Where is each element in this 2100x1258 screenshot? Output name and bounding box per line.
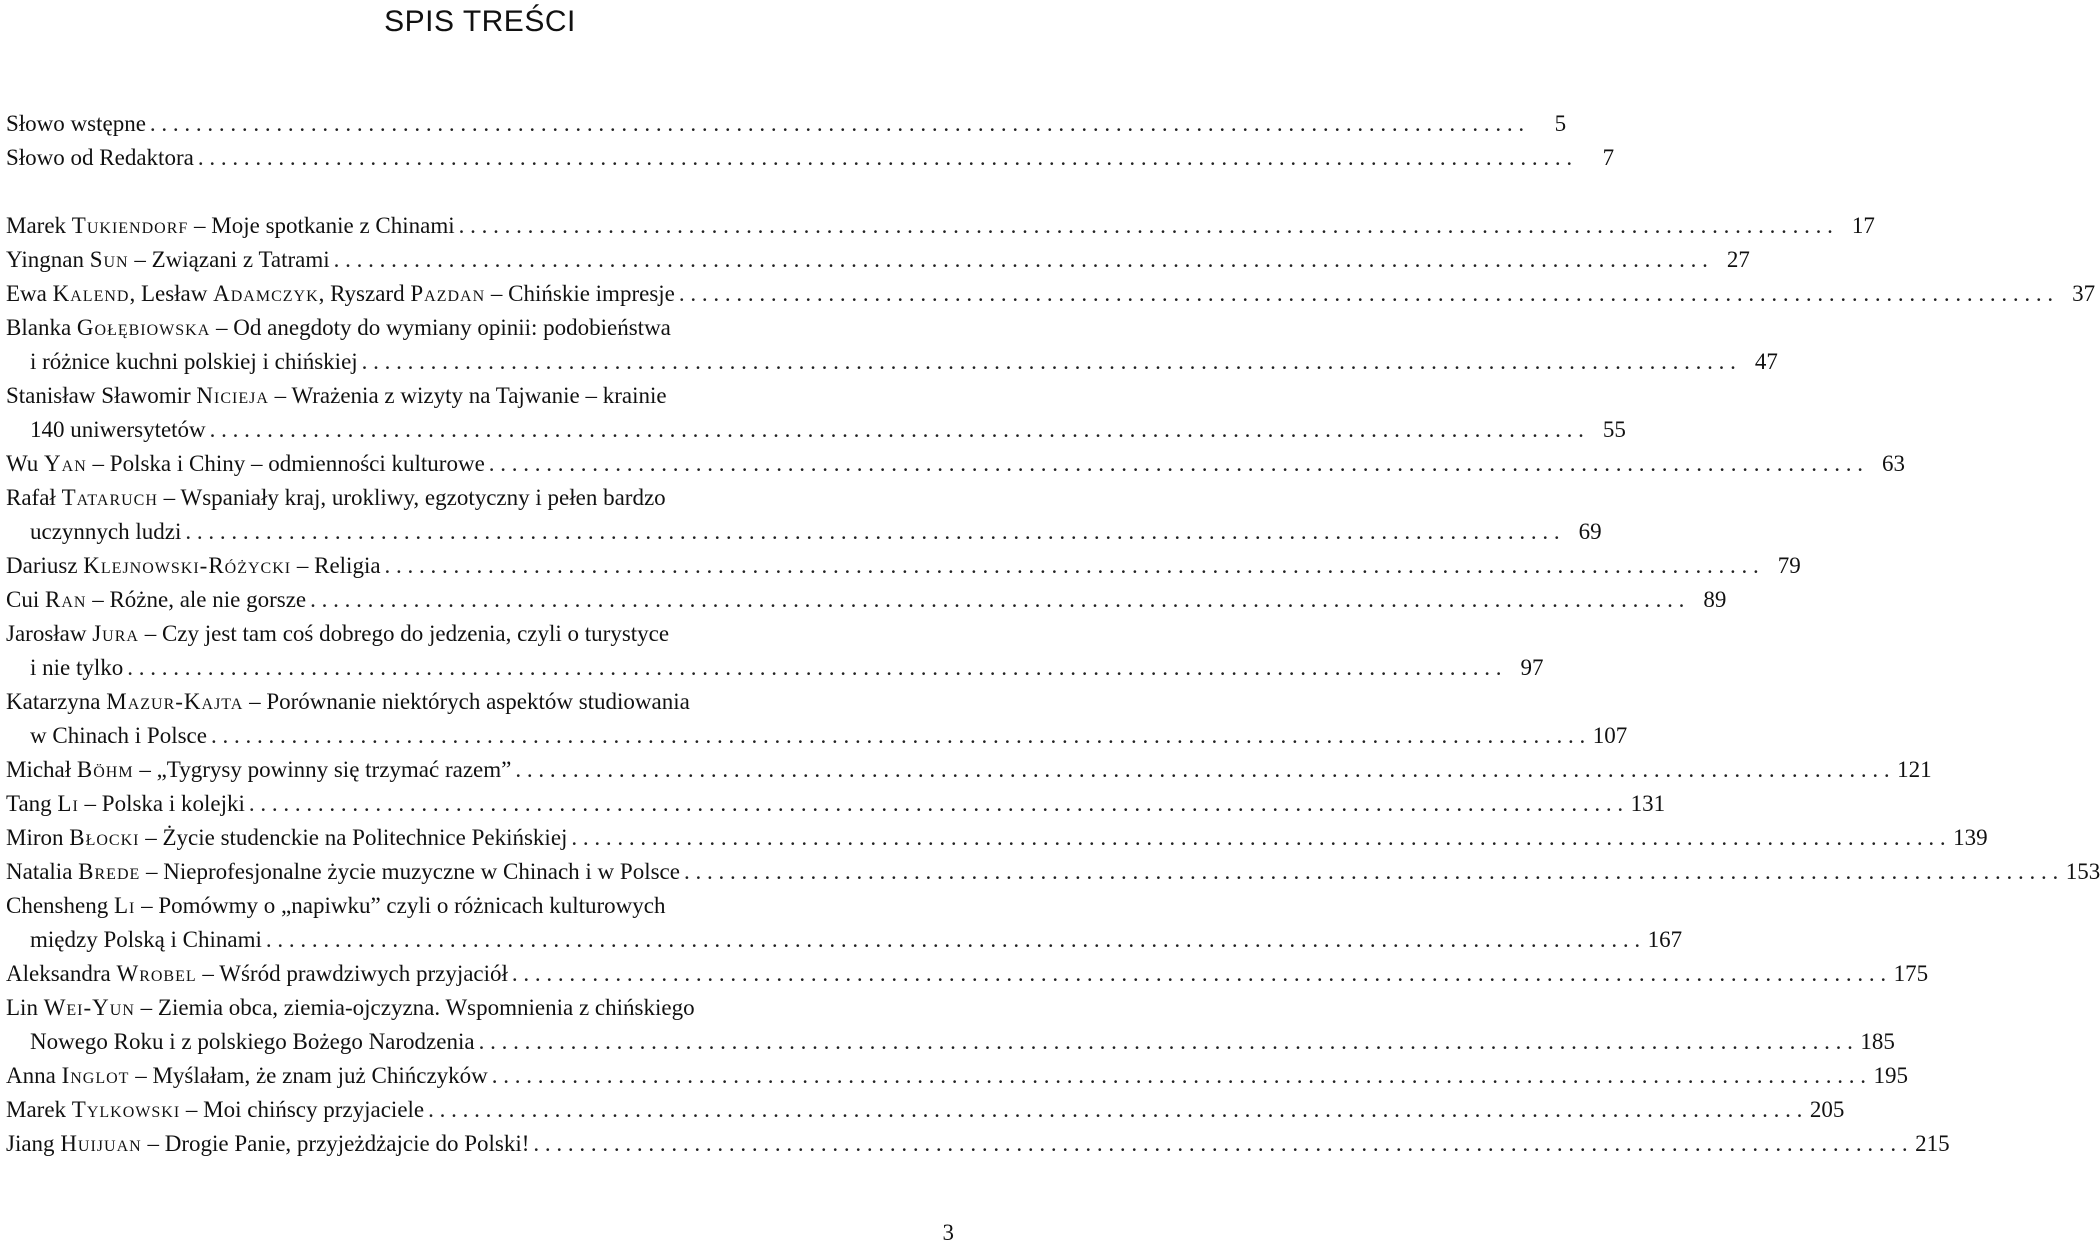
toc-entry[interactable] <box>6 753 1932 787</box>
toc-entry[interactable] <box>6 243 1750 277</box>
toc-entry-line: Chensheng Li – Pomówmy o „napiwku” czyli o różnicach kulturowych <box>6 893 666 918</box>
toc-entry[interactable] <box>6 583 1727 617</box>
toc-entry[interactable] <box>6 549 1801 583</box>
toc-entry-line: Michał Böhm – „Tygrysy powinny się trzymać razem” . . . . . . . . . . . . . . . . . . . . . . . . . . . . . . . . . . . . . . . . . . . . . . . . . . . . . . . . . . . . . . . . . . . . . . . . . . . . . . . . . . . . . . . . . . . . . . . . . . . . . . . . . . . . . . . . . . . . . . . . 121 <box>6 753 956 787</box>
toc-entry-line <box>6 651 1544 685</box>
toc-entry-line: Blanka Gołębiowska – Od anegdoty do wymiany opinii: podobieństwa <box>6 315 671 340</box>
author-first-name: Yingnan <box>6 247 84 272</box>
entry-title: Religia <box>314 553 381 578</box>
author-first-name: Dariusz <box>6 553 78 578</box>
entry-title: i różnice kuchni polskiej i chińskiej <box>30 349 358 374</box>
entry-page-number: 5 <box>1554 111 1567 136</box>
entry-title: Porównanie niektórych aspektów studiowania <box>266 689 690 714</box>
author-first-name: Lin <box>6 995 38 1020</box>
author-first-name: Michał <box>6 757 72 782</box>
toc-entry[interactable] <box>6 685 1628 753</box>
entry-title: Życie studenckie na Politechnice Pekińskiej <box>162 825 568 850</box>
toc-entry[interactable] <box>6 141 1615 175</box>
toc-entry-line: Lin Wei-Yun – Ziemia obca, ziemia-ojczyzna. Wspomnienia z chińskiego <box>6 995 695 1020</box>
entry-page-number: 205 <box>1809 1097 1845 1122</box>
author-last-name: Gołębiowska <box>76 315 211 340</box>
toc-entry-line: Dariusz Klejnowski-Różycki – Religia . . . . . . . . . . . . . . . . . . . . . . . . . . . . . . . . . . . . . . . . . . . . . . . . . . . . . . . . . . . . . . . . . . . . . . . . . . . . . . . . . . . . . . . . . . . . . . . . . . . . . . . . . . . . . . . . . . . . . . . . 79 <box>6 549 956 583</box>
toc-entry[interactable] <box>6 855 2100 889</box>
author-last-name: Tylkowski <box>71 1097 181 1122</box>
entry-title: Wśród prawdziwych przyjaciół <box>219 961 508 986</box>
toc-entry-line <box>6 1025 1895 1059</box>
toc-entry-line: Natalia Brede – Nieprofesjonalne życie muzyczne w Chinach i w Polsce . . . . . . . . . . . . . . . . . . . . . . . . . . . . . . . . . . . . . . . . . . . . . . . . . . . . . . . . . . . . . . . . . . . . . . . . . . . . . . . . . . . . . . . . . . . . . . . . . . . . . . . . . . . . . . . . . . . . . . . . 153 <box>6 855 956 889</box>
entry-title: „Tygrysy powinny się trzymać razem” <box>156 757 512 782</box>
entry-page-number: 17 <box>1851 213 1875 238</box>
author-last-name: Nicieja <box>196 383 269 408</box>
toc-entry-line: Katarzyna Mazur-Kajta – Porównanie niektórych aspektów studiowania <box>6 689 690 714</box>
author-last-name: Li <box>57 791 79 816</box>
entry-title: między Polską i Chinami <box>30 927 262 952</box>
dot-leader: . . . . . . . . . . . . . . . . . . . . . . . . . . . . . . . . . . . . . . . . . . . . . . . . . . . . . . . . . . . . . . . . . . . . . . . . . . . . . . . . . . . . . . . . . . . . . . . . . . . . . . . . . . . . . . . . . . . . . . . . <box>310 587 1685 612</box>
entry-page-number: 7 <box>1602 145 1615 170</box>
entry-page-number: 69 <box>1578 519 1602 544</box>
entry-title: Moje spotkanie z Chinami <box>211 213 455 238</box>
toc-entry-line <box>6 413 1626 447</box>
dot-leader: . . . . . . . . . . . . . . . . . . . . . . . . . . . . . . . . . . . . . . . . . . . . . . . . . . . . . . . . . . . . . . . . . . . . . . . . . . . . . . . . . . . . . . . . . . . . . . . . . . . . . . . . . . . . . . . . . . . . . . . . <box>185 519 1560 544</box>
entry-title: Pomówmy o „napiwku” czyli o różnicach kulturowych <box>158 893 666 918</box>
page-title: SPIS TREŚCI <box>384 5 576 38</box>
toc-entry-line: Yingnan Sun – Związani z Tatrami . . . . . . . . . . . . . . . . . . . . . . . . . . . . . . . . . . . . . . . . . . . . . . . . . . . . . . . . . . . . . . . . . . . . . . . . . . . . . . . . . . . . . . . . . . . . . . . . . . . . . . . . . . . . . . . . . . . . . . . . 27 <box>6 243 956 277</box>
entry-page-number: 139 <box>1953 825 1988 850</box>
toc-entry-line: Cui Ran – Różne, ale nie gorsze . . . . . . . . . . . . . . . . . . . . . . . . . . . . . . . . . . . . . . . . . . . . . . . . . . . . . . . . . . . . . . . . . . . . . . . . . . . . . . . . . . . . . . . . . . . . . . . . . . . . . . . . . . . . . . . . . . . . . . . . 89 <box>6 583 956 617</box>
dot-leader: . . . . . . . . . . . . . . . . . . . . . . . . . . . . . . . . . . . . . . . . . . . . . . . . . . . . . . . . . . . . . . . . . . . . . . . . . . . . . . . . . . . . . . . . . . . . . . . . . . . . . . . . . . . . . . . . . . . . . . . . <box>209 417 1584 442</box>
toc-entry-line: Rafał Tataruch – Wspaniały kraj, urokliwy, egzotyczny i pełen bardzo <box>6 485 666 510</box>
toc-entry-line: Aleksandra Wrobel – Wśród prawdziwych przyjaciół . . . . . . . . . . . . . . . . . . . . . . . . . . . . . . . . . . . . . . . . . . . . . . . . . . . . . . . . . . . . . . . . . . . . . . . . . . . . . . . . . . . . . . . . . . . . . . . . . . . . . . . . . . . . . . . . . . . . . . . . 175 <box>6 957 956 991</box>
author-last-name: Tataruch <box>61 485 158 510</box>
toc-entry-line <box>6 923 1683 957</box>
toc-entry-line <box>6 141 1615 175</box>
author-last-name: Inglot <box>61 1063 130 1088</box>
toc-entry[interactable] <box>6 617 1544 685</box>
toc-entry-line: Jiang Huijuan – Drogie Panie, przyjeżdżajcie do Polski! . . . . . . . . . . . . . . . . . . . . . . . . . . . . . . . . . . . . . . . . . . . . . . . . . . . . . . . . . . . . . . . . . . . . . . . . . . . . . . . . . . . . . . . . . . . . . . . . . . . . . . . . . . . . . . . . . . . . . . . . 215 <box>6 1127 956 1161</box>
toc-entry[interactable] <box>6 107 1567 141</box>
entry-title: Związani z Tatrami <box>151 247 330 272</box>
dot-leader: . . . . . . . . . . . . . . . . . . . . . . . . . . . . . . . . . . . . . . . . . . . . . . . . . . . . . . . . . . . . . . . . . . . . . . . . . . . . . . . . . . . . . . . . . . . . . . . . . . . . . . . . . . . . . . . . . . . . . . . . <box>491 1063 1867 1088</box>
author-first-name: Anna <box>6 1063 56 1088</box>
dot-leader: . . . . . . . . . . . . . . . . . . . . . . . . . . . . . . . . . . . . . . . . . . . . . . . . . . . . . . . . . . . . . . . . . . . . . . . . . . . . . . . . . . . . . . . . . . . . . . . . . . . . . . . . . . . . . . . . . . . . . . . . <box>511 961 1887 986</box>
toc-entry[interactable] <box>6 209 1875 243</box>
dot-leader: . . . . . . . . . . . . . . . . . . . . . . . . . . . . . . . . . . . . . . . . . . . . . . . . . . . . . . . . . . . . . . . . . . . . . . . . . . . . . . . . . . . . . . . . . . . . . . . . . . . . . . . . . . . . . . . . . . . . . . . . <box>571 825 1946 850</box>
toc-entry[interactable] <box>6 787 1666 821</box>
author-first-name: Jiang <box>6 1131 55 1156</box>
table-of-contents <box>6 107 2100 1161</box>
entry-page-number: 63 <box>1882 451 1906 476</box>
author-last-name: Böhm <box>76 757 134 782</box>
author-first-name: Aleksandra <box>6 961 111 986</box>
entry-page-number: 167 <box>1647 927 1683 952</box>
dot-leader: . . . . . . . . . . . . . . . . . . . . . . . . . . . . . . . . . . . . . . . . . . . . . . . . . . . . . . . . . . . . . . . . . . . . . . . . . . . . . . . . . . . . . . . . . . . . . . . . . . . . . . . . . . . . . . . . . . . . . . . . <box>683 859 2059 884</box>
author-first-name: Blanka <box>6 315 72 340</box>
entry-title: Czy jest tam coś dobrego do jedzenia, czyli o turystyce <box>161 621 670 646</box>
toc-entry-line <box>6 107 1567 141</box>
dot-leader: . . . . . . . . . . . . . . . . . . . . . . . . . . . . . . . . . . . . . . . . . . . . . . . . . . . . . . . . . . . . . . . . . . . . . . . . . . . . . . . . . . . . . . . . . . . . . . . . . . . . . . . . . . . . . . . . . . . . . . . . <box>333 247 1708 272</box>
dot-leader: . . . . . . . . . . . . . . . . . . . . . . . . . . . . . . . . . . . . . . . . . . . . . . . . . . . . . . . . . . . . . . . . . . . . . . . . . . . . . . . . . . . . . . . . . . . . . . . . . . . . . . . . . . . . . . . . . . . . . . . . <box>515 757 1890 782</box>
author-first-name: Natalia <box>6 859 73 884</box>
toc-entry[interactable] <box>6 447 1906 481</box>
entry-page-number: 131 <box>1630 791 1666 816</box>
author-last-name: Mazur-Kajta <box>106 689 244 714</box>
toc-entry[interactable] <box>6 957 1929 991</box>
author-first-name: Jarosław <box>6 621 87 646</box>
author-last-name: Li <box>113 893 136 918</box>
entry-title: Drogie Panie, przyjeżdżajcie do Polski! <box>164 1131 530 1156</box>
entry-page-number: 89 <box>1703 587 1727 612</box>
toc-entry-line <box>6 719 1628 753</box>
dot-leader: . . . . . . . . . . . . . . . . . . . . . . . . . . . . . . . . . . . . . . . . . . . . . . . . . . . . . . . . . . . . . . . . . . . . . . . . . . . . . . . . . . . . . . . . . . . . . . . . . . . . . . . . . . . . . . . . . . . . . . . . <box>678 281 2054 306</box>
toc-entry-line <box>6 515 1602 549</box>
entry-page-number: 175 <box>1893 961 1929 986</box>
author-first-name: Katarzyna <box>6 689 101 714</box>
toc-entry-line: Marek Tylkowski – Moi chińscy przyjaciele . . . . . . . . . . . . . . . . . . . . . . . . . . . . . . . . . . . . . . . . . . . . . . . . . . . . . . . . . . . . . . . . . . . . . . . . . . . . . . . . . . . . . . . . . . . . . . . . . . . . . . . . . . . . . . . . . . . . . . . . 205 <box>6 1093 956 1127</box>
entry-title: w Chinach i Polsce <box>30 723 207 748</box>
entry-title: Różne, ale nie gorsze <box>109 587 307 612</box>
author-last-name: Wrobel <box>116 961 197 986</box>
author-last-name: Pazdan <box>410 281 486 306</box>
author-last-name: Ran <box>44 587 87 612</box>
toc-entry[interactable] <box>6 379 1626 447</box>
dot-leader: . . . . . . . . . . . . . . . . . . . . . . . . . . . . . . . . . . . . . . . . . . . . . . . . . . . . . . . . . . . . . . . . . . . . . . . . . . . . . . . . . . . . . . . . . . . . . . . . . . . . . . . . . . . . . . . . . . . . . . . . <box>210 723 1586 748</box>
author-first-name: Rafał <box>6 485 56 510</box>
dot-leader: . . . . . . . . . . . . . . . . . . . . . . . . . . . . . . . . . . . . . . . . . . . . . . . . . . . . . . . . . . . . . . . . . . . . . . . . . . . . . . . . . . . . . . . . . . . . . . . . . . . . . . . . . . . . . . . . . . . . . . . . <box>149 111 1525 136</box>
author-last-name: Yan <box>44 451 87 476</box>
entry-title: uczynnych ludzi <box>30 519 182 544</box>
entry-title: Ziemia obca, ziemia-ojczyzna. Wspomnienia z chińskiego <box>157 995 695 1020</box>
entry-page-number: 55 <box>1602 417 1626 442</box>
entry-page-number: 79 <box>1777 553 1801 578</box>
dot-leader: . . . . . . . . . . . . . . . . . . . . . . . . . . . . . . . . . . . . . . . . . . . . . . . . . . . . . . . . . . . . . . . . . . . . . . . . . . . . . . . . . . . . . . . . . . . . . . . . . . . . . . . . . . . . . . . . . . . . . . . . <box>248 791 1624 816</box>
entry-page-number: 27 <box>1726 247 1750 272</box>
entry-page-number: 185 <box>1860 1029 1895 1054</box>
toc-entry-line: Miron Błocki – Życie studenckie na Politechnice Pekińskiej . . . . . . . . . . . . . . . . . . . . . . . . . . . . . . . . . . . . . . . . . . . . . . . . . . . . . . . . . . . . . . . . . . . . . . . . . . . . . . . . . . . . . . . . . . . . . . . . . . . . . . . . . . . . . . . . . . . . . . . . 139 <box>6 821 956 855</box>
toc-entry[interactable] <box>6 1093 1845 1127</box>
entry-title: Myślałam, że znam już Chińczyków <box>152 1063 488 1088</box>
author-last-name: Klejnowski-Różycki <box>83 553 292 578</box>
entry-title: Polska i kolejki <box>101 791 245 816</box>
entry-title: Wrażenia z wizyty na Tajwanie – krainie <box>291 383 667 408</box>
toc-entry[interactable] <box>6 1059 1909 1093</box>
entry-title: Nieprofesjonalne życie muzyczne w Chinach i w Polsce <box>163 859 680 884</box>
dot-leader: . . . . . . . . . . . . . . . . . . . . . . . . . . . . . . . . . . . . . . . . . . . . . . . . . . . . . . . . . . . . . . . . . . . . . . . . . . . . . . . . . . . . . . . . . . . . . . . . . . . . . . . . . . . . . . . . . . . . . . . . <box>488 451 1864 476</box>
toc-entry[interactable] <box>6 889 1683 957</box>
author-last-name: Jura <box>92 621 139 646</box>
entry-title: Nowego Roku i z polskiego Bożego Narodzenia <box>30 1029 475 1054</box>
entry-title: Chińskie impresje <box>508 281 675 306</box>
dot-leader: . . . . . . . . . . . . . . . . . . . . . . . . . . . . . . . . . . . . . . . . . . . . . . . . . . . . . . . . . . . . . . . . . . . . . . . . . . . . . . . . . . . . . . . . . . . . . . . . . . . . . . . . . . . . . . . . . . . . . . . . <box>458 213 1833 238</box>
toc-entry-line: Tang Li – Polska i kolejki . . . . . . . . . . . . . . . . . . . . . . . . . . . . . . . . . . . . . . . . . . . . . . . . . . . . . . . . . . . . . . . . . . . . . . . . . . . . . . . . . . . . . . . . . . . . . . . . . . . . . . . . . . . . . . . . . . . . . . . . 131 <box>6 787 956 821</box>
dot-leader: . . . . . . . . . . . . . . . . . . . . . . . . . . . . . . . . . . . . . . . . . . . . . . . . . . . . . . . . . . . . . . . . . . . . . . . . . . . . . . . . . . . . . . . . . . . . . . . . . . . . . . . . . . . . . . . . . . . . . . . . <box>384 553 1759 578</box>
entry-title: Słowo wstępne <box>6 111 146 136</box>
entry-page-number: 37 <box>2072 281 2096 306</box>
author-first-name: Tang <box>6 791 52 816</box>
toc-entry[interactable] <box>6 821 1988 855</box>
author-first-name: Wu <box>6 451 39 476</box>
dot-leader: . . . . . . . . . . . . . . . . . . . . . . . . . . . . . . . . . . . . . . . . . . . . . . . . . . . . . . . . . . . . . . . . . . . . . . . . . . . . . . . . . . . . . . . . . . . . . . . . . . . . . . . . . . . . . . . . . . . . . . . . <box>197 145 1573 170</box>
entry-title: Od anegdoty do wymiany opinii: podobieństwa <box>233 315 671 340</box>
author-last-name: Brede <box>78 859 141 884</box>
entry-title: i nie tylko <box>30 655 124 680</box>
entry-page-number: 97 <box>1520 655 1544 680</box>
toc-entry-line: Jarosław Jura – Czy jest tam coś dobrego do jedzenia, czyli o turystyce <box>6 621 670 646</box>
dot-leader: . . . . . . . . . . . . . . . . . . . . . . . . . . . . . . . . . . . . . . . . . . . . . . . . . . . . . . . . . . . . . . . . . . . . . . . . . . . . . . . . . . . . . . . . . . . . . . . . . . . . . . . . . . . . . . . . . . . . . . . . <box>127 655 1502 680</box>
dot-leader: . . . . . . . . . . . . . . . . . . . . . . . . . . . . . . . . . . . . . . . . . . . . . . . . . . . . . . . . . . . . . . . . . . . . . . . . . . . . . . . . . . . . . . . . . . . . . . . . . . . . . . . . . . . . . . . . . . . . . . . . <box>361 349 1736 374</box>
toc-entry[interactable] <box>6 311 1778 379</box>
entry-title: Wspaniały kraj, urokliwy, egzotyczny i pełen bardzo <box>180 485 666 510</box>
entry-title: Polska i Chiny – odmienności kulturowe <box>109 451 485 476</box>
author-last-name: Tukiendorf <box>71 213 189 238</box>
author-first-name: Marek <box>6 213 67 238</box>
author-first-name: Cui <box>6 587 40 612</box>
author-last-name: Wei-Yun <box>43 995 135 1020</box>
author-first-name: Chensheng <box>6 893 109 918</box>
author-last-name: Sun <box>89 247 129 272</box>
author-last-name: Błocki <box>69 825 140 850</box>
entry-page-number: 195 <box>1873 1063 1909 1088</box>
toc-entry[interactable] <box>6 481 1602 549</box>
entry-title: Moi chińscy przyjaciele <box>203 1097 425 1122</box>
toc-entry[interactable] <box>6 1127 1950 1161</box>
toc-entry-line: Stanisław Sławomir Nicieja – Wrażenia z wizyty na Tajwanie – krainie <box>6 383 667 408</box>
author-last-name: Huijuan <box>60 1131 142 1156</box>
dot-leader: . . . . . . . . . . . . . . . . . . . . . . . . . . . . . . . . . . . . . . . . . . . . . . . . . . . . . . . . . . . . . . . . . . . . . . . . . . . . . . . . . . . . . . . . . . . . . . . . . . . . . . . . . . . . . . . . . . . . . . . . <box>265 927 1641 952</box>
author-first-name: Marek <box>6 1097 67 1122</box>
author-first-name: Ewa Kalend, Lesław Adamczyk, Ryszard <box>6 281 405 306</box>
entry-title: Słowo od Redaktora <box>6 145 194 170</box>
toc-entry-line: Wu Yan – Polska i Chiny – odmienności kulturowe . . . . . . . . . . . . . . . . . . . . . . . . . . . . . . . . . . . . . . . . . . . . . . . . . . . . . . . . . . . . . . . . . . . . . . . . . . . . . . . . . . . . . . . . . . . . . . . . . . . . . . . . . . . . . . . . . . . . . . . . 63 <box>6 447 956 481</box>
entry-page-number: 47 <box>1754 349 1778 374</box>
dot-leader: . . . . . . . . . . . . . . . . . . . . . . . . . . . . . . . . . . . . . . . . . . . . . . . . . . . . . . . . . . . . . . . . . . . . . . . . . . . . . . . . . . . . . . . . . . . . . . . . . . . . . . . . . . . . . . . . . . . . . . . . <box>428 1097 1803 1122</box>
dot-leader: . . . . . . . . . . . . . . . . . . . . . . . . . . . . . . . . . . . . . . . . . . . . . . . . . . . . . . . . . . . . . . . . . . . . . . . . . . . . . . . . . . . . . . . . . . . . . . . . . . . . . . . . . . . . . . . . . . . . . . . . <box>533 1131 1908 1156</box>
toc-entry-line <box>6 345 1778 379</box>
entry-page-number: 107 <box>1592 723 1628 748</box>
page-number: 3 <box>942 1220 954 1245</box>
toc-entry[interactable] <box>6 991 1895 1059</box>
entry-page-number: 215 <box>1915 1131 1950 1156</box>
toc-entry-line: Anna Inglot – Myślałam, że znam już Chińczyków . . . . . . . . . . . . . . . . . . . . . . . . . . . . . . . . . . . . . . . . . . . . . . . . . . . . . . . . . . . . . . . . . . . . . . . . . . . . . . . . . . . . . . . . . . . . . . . . . . . . . . . . . . . . . . . . . . . . . . . . 195 <box>6 1059 956 1093</box>
author-first-name: Miron <box>6 825 64 850</box>
entry-page-number: 121 <box>1897 757 1932 782</box>
toc-entry-line: Ewa Kalend, Lesław Adamczyk, Ryszard Pazdan – Chińskie impresje . . . . . . . . . . . . . . . . . . . . . . . . . . . . . . . . . . . . . . . . . . . . . . . . . . . . . . . . . . . . . . . . . . . . . . . . . . . . . . . . . . . . . . . . . . . . . . . . . . . . . . . . . . . . . . . . . . . . . . . . 37 <box>6 277 956 311</box>
toc-entry[interactable] <box>6 277 2096 311</box>
entry-title: 140 uniwersytetów <box>30 417 206 442</box>
entry-page-number: 153 <box>2065 859 2100 884</box>
author-first-name: Stanisław Sławomir <box>6 383 191 408</box>
toc-entry-line: Marek Tukiendorf – Moje spotkanie z Chinami . . . . . . . . . . . . . . . . . . . . . . . . . . . . . . . . . . . . . . . . . . . . . . . . . . . . . . . . . . . . . . . . . . . . . . . . . . . . . . . . . . . . . . . . . . . . . . . . . . . . . . . . . . . . . . . . . . . . . . . . 17 <box>6 209 956 243</box>
dot-leader: . . . . . . . . . . . . . . . . . . . . . . . . . . . . . . . . . . . . . . . . . . . . . . . . . . . . . . . . . . . . . . . . . . . . . . . . . . . . . . . . . . . . . . . . . . . . . . . . . . . . . . . . . . . . . . . . . . . . . . . . <box>478 1029 1853 1054</box>
